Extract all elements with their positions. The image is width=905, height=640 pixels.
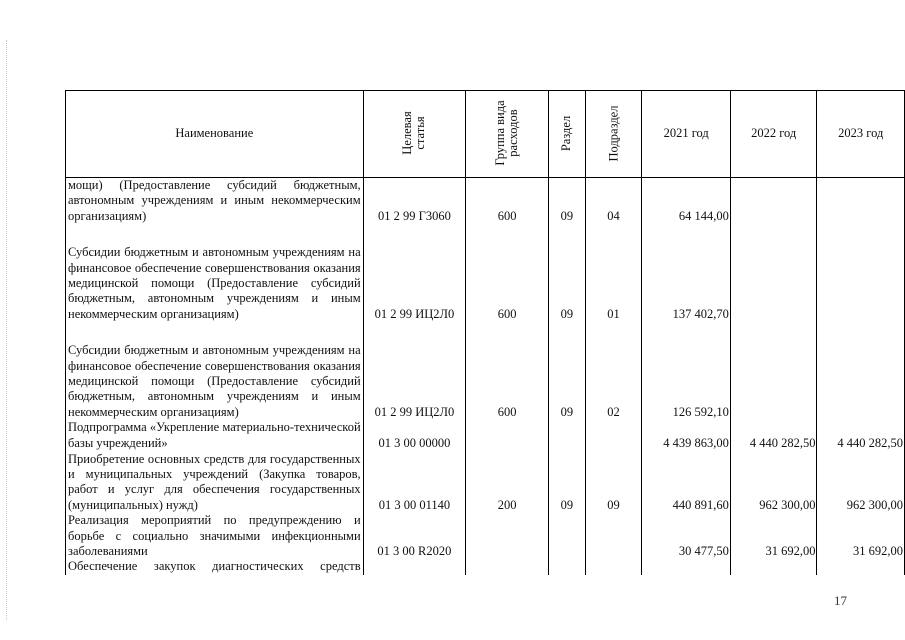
row-target-article: 01 2 99 ИЦ2Л0 — [363, 322, 466, 420]
row-subsection — [585, 420, 642, 451]
header-expense-group: Группа вида расходов — [466, 91, 549, 178]
row-name: мощи) (Предоставление субсидий бюджетным, автономным учреждениям и иным некоммерческим организациям) — [66, 178, 364, 225]
row-subsection — [585, 513, 642, 559]
row-2023 — [817, 559, 905, 574]
row-expense-group — [466, 420, 549, 451]
row-target-article: 01 3 00 01140 — [363, 451, 466, 513]
budget-table — [65, 90, 905, 575]
header-2023: 2023 год — [817, 91, 905, 178]
row-name: Реализация мероприятий по предупреждению и борьбе с социально значимыми инфекционными заболеваниями — [66, 513, 364, 559]
table-row — [66, 224, 905, 322]
row-2022: 31 692,00 — [730, 513, 817, 559]
row-subsection: 09 — [585, 451, 642, 513]
row-subsection — [585, 559, 642, 574]
scan-edge — [6, 40, 8, 620]
row-name: Обеспечение закупок диагностических средств — [66, 559, 364, 574]
row-expense-group: 600 — [466, 178, 549, 225]
page-number: 17 — [834, 593, 847, 608]
row-name: Подпрограмма «Укрепление материально-технической базы учреждений» — [66, 420, 364, 451]
row-2021: 64 144,00 — [642, 178, 730, 225]
row-section — [549, 513, 585, 559]
row-section: 09 — [549, 178, 585, 225]
row-section: 09 — [549, 451, 585, 513]
row-target-article: 01 3 00 00000 — [363, 420, 466, 451]
row-target-article: 01 2 99 ИЦ2Л0 — [363, 224, 466, 322]
row-2023: 4 440 282,50 — [817, 420, 905, 451]
header-target-article: Целевая статья — [363, 91, 466, 178]
row-name: Приобретение основных средств для государственных и муниципальных учреждений (Закупка товаров, работ и услуг для обеспечения государственных (муниципальных) нужд) — [66, 451, 364, 513]
table-row — [66, 178, 905, 225]
row-subsection: 01 — [585, 224, 642, 322]
row-section: 09 — [549, 322, 585, 420]
row-2021: 137 402,70 — [642, 224, 730, 322]
row-section: 09 — [549, 224, 585, 322]
row-subsection: 02 — [585, 322, 642, 420]
row-2022 — [730, 322, 817, 420]
row-2022 — [730, 178, 817, 225]
row-2021: 30 477,50 — [642, 513, 730, 559]
table-row — [66, 513, 905, 559]
row-section — [549, 420, 585, 451]
table-row — [66, 451, 905, 513]
row-expense-group — [466, 513, 549, 559]
row-2021: 4 439 863,00 — [642, 420, 730, 451]
row-target-article: 01 3 00 R2020 — [363, 513, 466, 559]
row-2022 — [730, 559, 817, 574]
header-section: Раздел — [549, 91, 585, 178]
row-2022 — [730, 224, 817, 322]
row-expense-group — [466, 559, 549, 574]
row-2021: 440 891,60 — [642, 451, 730, 513]
row-2023 — [817, 224, 905, 322]
table-row — [66, 322, 905, 420]
row-2021: 126 592,10 — [642, 322, 730, 420]
table-row — [66, 559, 905, 574]
row-section — [549, 559, 585, 574]
row-expense-group: 600 — [466, 322, 549, 420]
row-2022: 962 300,00 — [730, 451, 817, 513]
header-2022: 2022 год — [730, 91, 817, 178]
row-2022: 4 440 282,50 — [730, 420, 817, 451]
header-subsection: Подраздел — [585, 91, 642, 178]
table-row — [66, 420, 905, 451]
row-expense-group: 600 — [466, 224, 549, 322]
row-name: Субсидии бюджетным и автономным учреждениям на финансовое обеспечение совершенствования оказания медицинской помощи (Предоставление субсидий бюджетным, автономным учреждениям и иным некоммерческим организациям) — [66, 224, 364, 322]
header-name: Наименование — [66, 91, 364, 178]
row-2023 — [817, 178, 905, 225]
row-subsection: 04 — [585, 178, 642, 225]
table-header-row — [66, 91, 905, 178]
header-2021: 2021 год — [642, 91, 730, 178]
row-target-article — [363, 559, 466, 574]
row-2023 — [817, 322, 905, 420]
row-2021 — [642, 559, 730, 574]
row-2023: 31 692,00 — [817, 513, 905, 559]
row-name: Субсидии бюджетным и автономным учреждениям на финансовое обеспечение совершенствования оказания медицинской помощи (Предоставление субсидий бюджетным, автономным учреждениям и иным некоммерческим организациям) — [66, 322, 364, 420]
row-target-article: 01 2 99 Г3060 — [363, 178, 466, 225]
row-2023: 962 300,00 — [817, 451, 905, 513]
row-expense-group: 200 — [466, 451, 549, 513]
